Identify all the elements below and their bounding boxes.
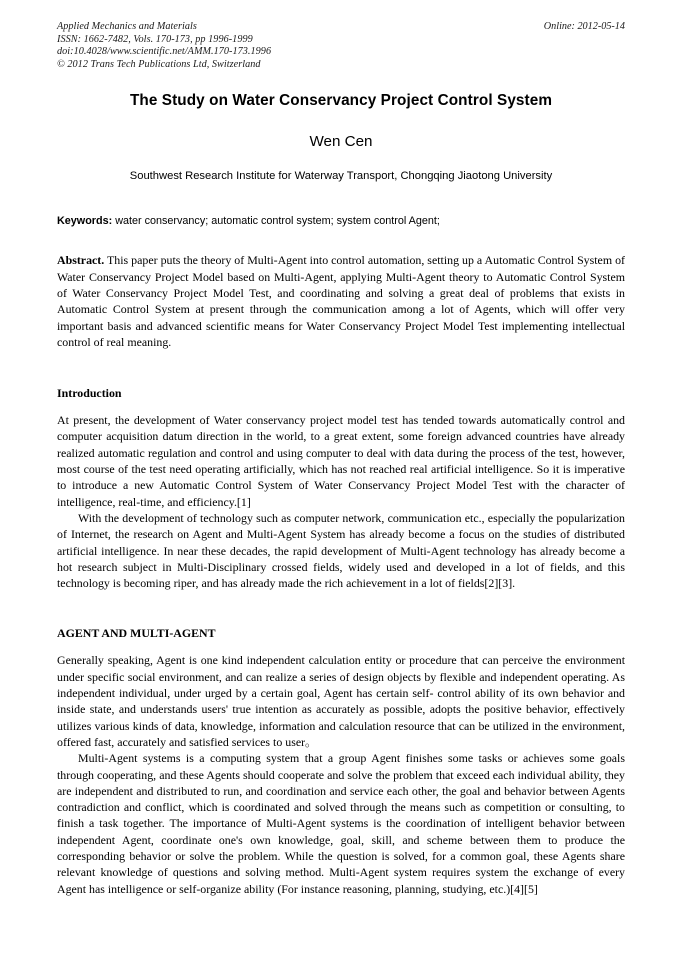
author-name: Wen Cen: [309, 133, 373, 151]
journal-doi: doi:10.4028/www.scientific.net/AMM.170-173.1996: [57, 46, 272, 58]
section-heading-introduction: Introduction: [57, 386, 122, 401]
masthead-left-block: [57, 21, 477, 71]
introduction-paragraph-1: At present, the development of Water conservancy project model test has tended towards automatically control and computer acquisition datum direction in the world, to a great extent, some foreign advanced countries have already realized automatic regulation and control and using computer to deal with data during the process of the test, however, most course of the test need operating artificially, which has not reached real artificial intelligence. So it is imperative to introduce a new Automatic Control System of Water Conservancy Project Model Test with the character of intelligence, real-time, and efficiency.[1]: [57, 413, 625, 509]
abstract-text: This paper puts the theory of Multi-Agent into control automation, setting up a Automatic Control System of Water Conservancy Project Model based on Multi-Agent, applying Multi-Agent theory to Automatic Control System of Water Conservancy Project Model Test, and coordinating and solving a great deal of problems that exists in Automatic Control System at present through the communication among a lot of Agents, which will offer very important basis and advanced scientific means for Water Conservancy Project Model Test implementing intellectual control of real meaning.: [57, 253, 625, 349]
journal-masthead: [57, 21, 625, 71]
agent-paragraph-2: Multi-Agent systems is a computing system that a group Agent finishes some tasks or achieves some goals through cooperating, and these Agents should cooperate and solve the problem that exceed each individual ability, they are independent and distributed to run, and coordination and service each other, the goal and behavior between Agents contradiction and conflict, which is coordinated and solved through the means such as competition or consulting, to finish a task together. The importance of Multi-Agent systems is the coordination of intelligent behavior between independent Agent, coordinate one's own knowledge, goal, skill, and scheme between them to produce the corresponding behavior or solve the problem. While the question is solved, for a common goal, these Agents share relevant knowledge of questions and solving method. Multi-Agent system requires system the exchange of every Agent has intelligence or self-organize ability (For instance reasoning, planning, studying, etc.)[4][5]: [57, 751, 625, 896]
paper-title: The Study on Water Conservancy Project Control System: [129, 92, 553, 110]
abstract-paragraph: [57, 252, 625, 350]
journal-copyright: © 2012 Trans Tech Publications Ltd, Switzerland: [57, 58, 261, 70]
agent-paragraph-1: Generally speaking, Agent is one kind independent calculation entity or procedure that can perceive the environment under specific social environment, and can realize a series of design objects by flexible and independent operating. As independent individual, under urged by a certain goal, Agent has certain self- control ability of its own behavior and inside state, and understands users' true intention as accurately as possible, adopts the positive behavior, effectively utilizes various kinds of data, knowledge, information and calculation resource that can be utilized in the environment, offered fast, accurately and satisfied services to user。: [57, 653, 625, 749]
abstract-label: Abstract.: [57, 253, 105, 268]
journal-issn-volume: ISSN: 1662-7482, Vols. 170-173, pp 1996-1999: [57, 33, 253, 45]
author-affiliation: Southwest Research Institute for Waterway Transport, Chongqing Jiaotong University: [129, 170, 553, 183]
keywords-value: water conservancy; automatic control system; system control Agent;: [112, 215, 440, 228]
introduction-paragraph-2: With the development of technology such as computer network, communication etc., especially the popularization of Internet, the research on Agent and Multi-Agent System has already become a focus on the studies of distributed artificial intelligence. In near these decades, the rapid development of Multi-Agent technology has already become a hot research subject in Multi-Disciplinary crossed fields, widely used and developed in a lot of fields, and this technology is becoming riper, and has already made the rich achievement in a lot of fields[2][3].: [57, 510, 625, 591]
section-heading-agent-and-multi-agent: AGENT AND MULTI-AGENT: [57, 626, 216, 641]
page-content: [57, 21, 625, 897]
keywords-line: [57, 214, 625, 228]
journal-name: Applied Mechanics and Materials: [57, 21, 197, 32]
keywords-label: Keywords:: [57, 215, 113, 228]
online-publication-date: Online: 2012-05-14: [543, 21, 625, 32]
